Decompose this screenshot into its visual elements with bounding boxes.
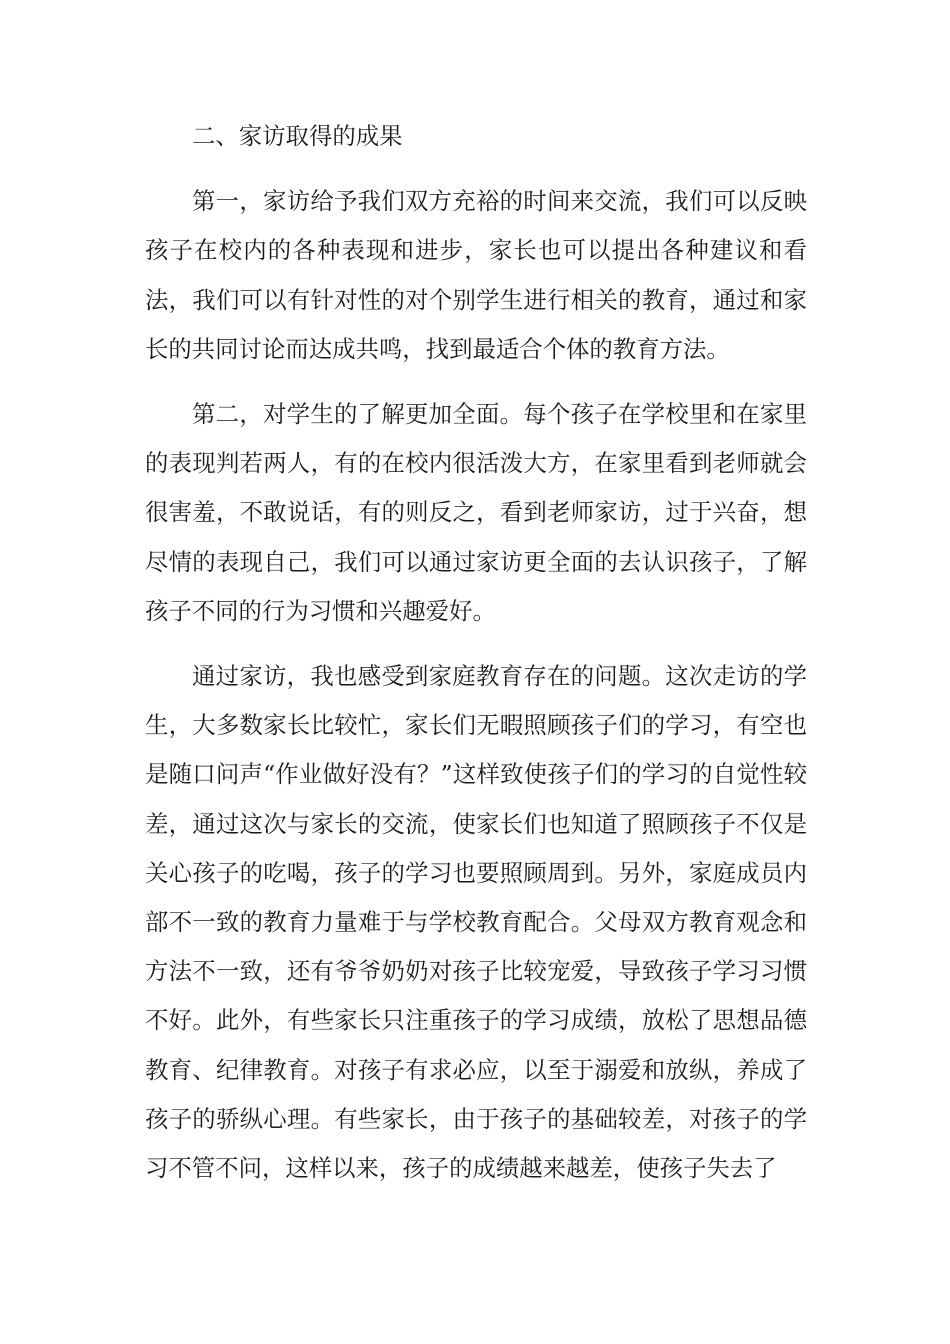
document-page (145, 112, 807, 1209)
paragraph-second: 第二，对学生的了解更加全面。每个孩子在学校里和在家里的表现判若两人，有的在校内很活泼大方，在家里看到老师就会很害羞，不敢说话，有的则反之，看到老师家访，过于兴奋，想尽情的表现自己，我们可以通过家访更全面的去认识孩子，了解孩子不同的行为习惯和兴趣爱好。 (145, 400, 807, 625)
paragraph-problems: 通过家访，我也感受到家庭教育存在的问题。这次走访的学生，大多数家长比较忙，家长们无暇照顾孩子们的学习，有空也是随口问声“作业做好没有？”这样致使孩子们的学习的自觉性较差，通过这次与家长的交流，使家长们也知道了照顾孩子不仅是关心孩子的吃喝，孩子的学习也要照顾周到。另外，家庭成员内部不一致的教育力量难于与学校教育配合。父母双方教育观念和方法不一致，还有爷爷奶奶对孩子比较宠爱，导致孩子学习习惯不好。此外，有些家长只注重孩子的学习成绩，放松了思想品德教育、纪律教育。对孩子有求必应，以至于溺爱和放纵，养成了孩子的骄纵心理。有些家长，由于孩子的基础较差，对孩子的学习不管不问，这样以来，孩子的成绩越来越差，使孩子失去了 (145, 662, 807, 1183)
paragraph-first: 第一，家访给予我们双方充裕的时间来交流，我们可以反映孩子在校内的各种表现和进步，家长也可以提出各种建议和看法，我们可以有针对性的对个别学生进行相关的教育，通过和家长的共同讨论而达成共鸣，找到最适合个体的教育方法。 (145, 187, 807, 363)
section-heading: 二、家访取得的成果 (192, 122, 403, 150)
